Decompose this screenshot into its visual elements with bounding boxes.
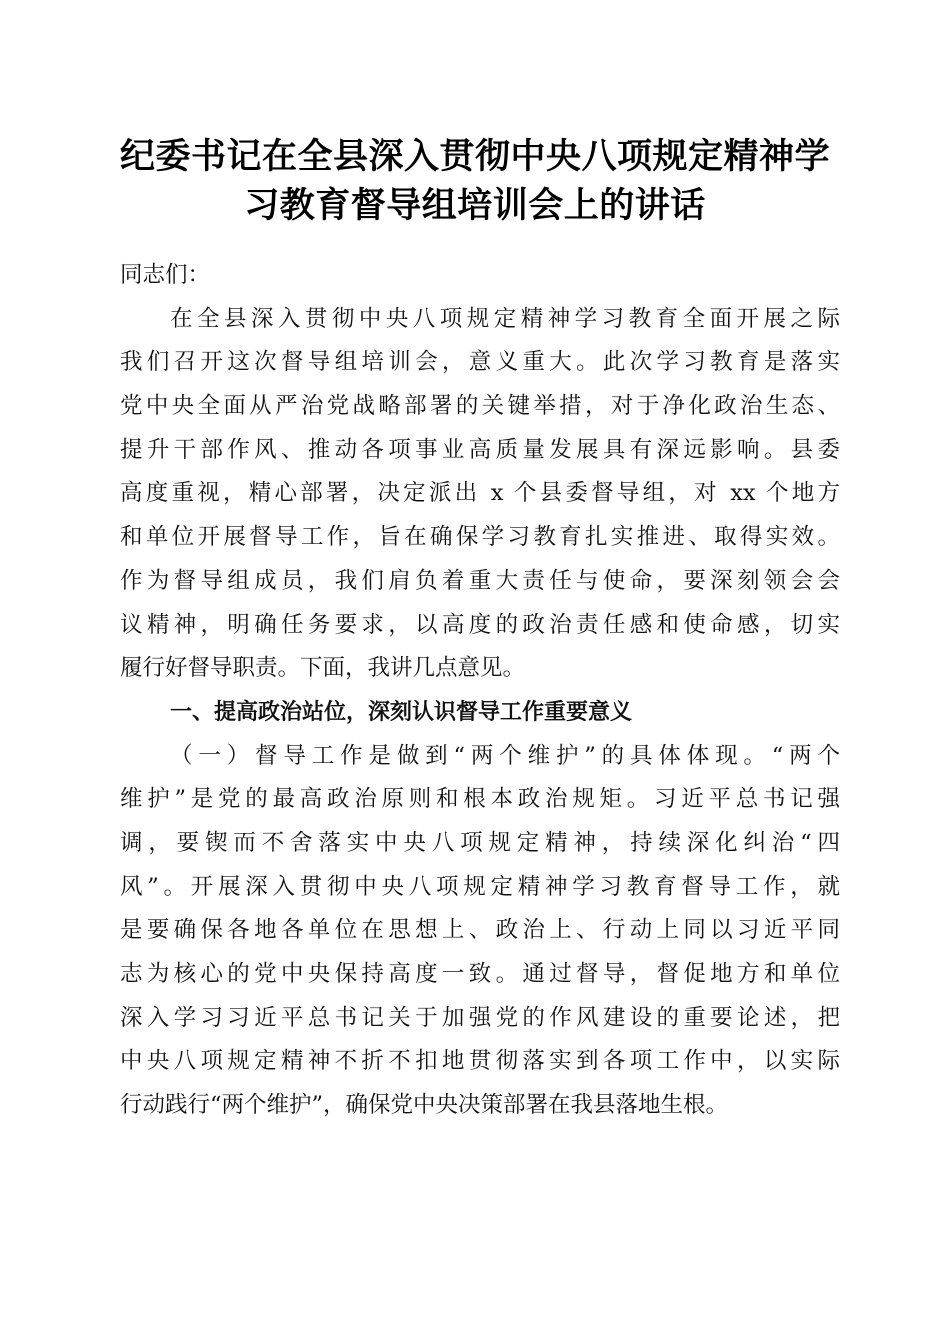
intro-line: 党中央全面从严治党战略部署的关键举措，对于净化政治生态、 (120, 393, 840, 420)
section-line: 深入学习习近平总书记关于加强党的作风建设的重要论述，把 (120, 1004, 840, 1031)
section-line: 行动践行“两个维护”，确保党中央决策部署在我县落地生根。 (120, 1092, 729, 1119)
section-line: 调，要锲而不舍落实中央八项规定精神，持续深化纠治“四 (120, 829, 840, 856)
section-line: 志为核心的党中央保持高度一致。通过督导，督促地方和单位 (120, 961, 840, 987)
intro-line: 议精神，明确任务要求，以高度的政治责任感和使命感，切实 (120, 611, 840, 638)
intro-line: 高度重视，精心部署，决定派出 x 个县委督导组，对 xx 个地方 (120, 480, 840, 507)
document-body (120, 254, 840, 1128)
salutation: 同志们： (120, 262, 211, 288)
section-line: 是要确保各地各单位在思想上、政治上、行动上同以习近平同 (120, 917, 840, 944)
intro-line: 和单位开展督导工作，旨在确保学习教育扎实推进、取得实效。 (120, 524, 840, 551)
intro-line: 我们召开这次督导组培训会，意义重大。此次学习教育是落实 (120, 349, 840, 376)
section-line: 维护”是党的最高政治原则和根本政治规矩。习近平总书记强 (120, 786, 840, 813)
section-line: 中央八项规定精神不折不扣地贯彻落实到各项工作中，以实际 (120, 1048, 840, 1075)
section-line: （一）督导工作是做到“两个维护”的具体体现。“两个 (170, 742, 840, 769)
intro-line: 提升干部作风、推动各项事业高质量发展具有深远影响。县委 (120, 436, 840, 463)
title-line-1: 纪委书记在全县深入贯彻中央八项规定精神学 (119, 136, 830, 177)
intro-line: 履行好督导职责。下面，我讲几点意见。 (120, 655, 526, 682)
intro-line: 作为督导组成员，我们肩负着重大责任与使命，要深刻领会会 (120, 567, 840, 594)
document-title (80, 132, 870, 230)
section-line: 风”。开展深入贯彻中央八项规定精神学习教育督导工作，就 (120, 873, 840, 900)
intro-line: 在全县深入贯彻中央八项规定精神学习教育全面开展之际 (170, 305, 840, 332)
title-line-2: 习教育督导组培训会上的讲话 (244, 185, 706, 226)
section-heading: 一、提高政治站位，深刻认识督导工作重要意义 (170, 699, 633, 725)
